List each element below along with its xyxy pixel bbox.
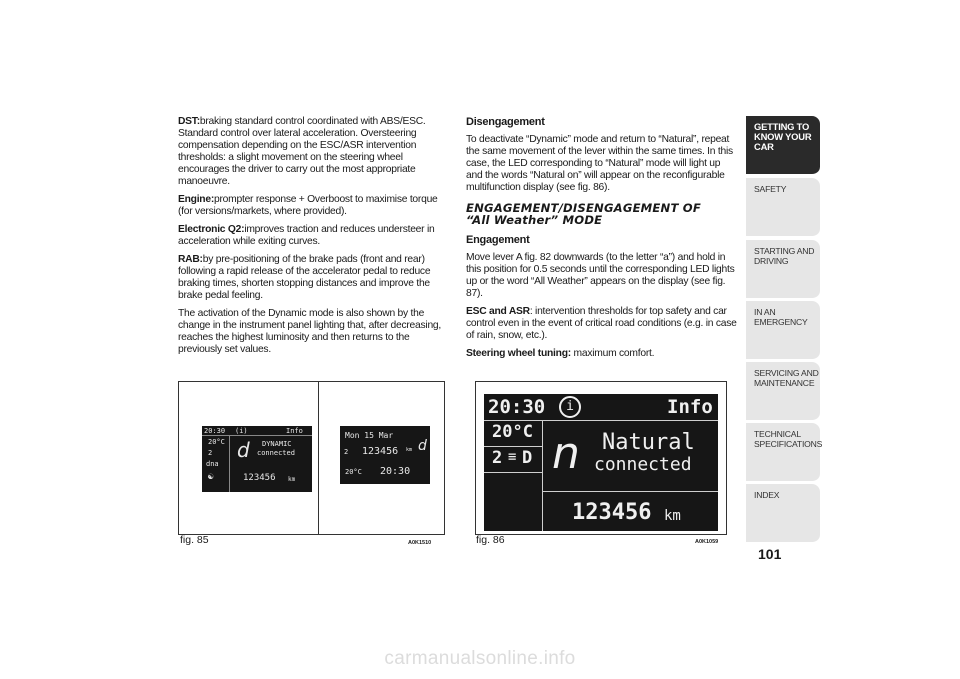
fig85-right-mode-letter: d <box>418 438 427 454</box>
info-icon: i <box>559 396 581 418</box>
fig85-date: Mon 15 Mar <box>345 431 394 440</box>
paragraph-engine: Engine:prompter response + Overboost to maximise torque (for versions/markets, where provided). <box>178 194 438 217</box>
high-beam-icon: ≡ <box>508 449 517 465</box>
fig85-odometer: 123456 <box>243 473 276 483</box>
engagement-text: Move lever A fig. 82 downwards (to the letter “a”) and hold in this position for 0.5 seconds until the corresponding LED lights up or the word “All Weather” appears on the display (see fig. 87). <box>466 252 735 299</box>
fig86-caption: fig. 86 <box>476 534 505 546</box>
fig86-mode-line1: Natural <box>602 430 695 455</box>
engagement-heading: Engagement <box>466 234 530 246</box>
fig86-unit: km <box>664 508 681 524</box>
fig85-right-time: 20:30 <box>380 466 411 477</box>
section-title: ENGAGEMENT/DISENGAGEMENT OF “All Weather” MODE <box>466 201 701 227</box>
watermark: carmanualsonline.info <box>384 648 576 669</box>
tab-index[interactable]: INDEX <box>746 484 820 543</box>
paragraph-electronic-q2: Electronic Q2:improves traction and reduces understeer in acceleration while exiting curves. <box>178 224 435 247</box>
disengagement-heading: Disengagement <box>466 116 545 128</box>
right-text-column <box>466 116 738 366</box>
fig85-right-odometer: 123456 <box>362 446 399 457</box>
tab-in-an-emergency[interactable]: IN AN EMERGENCY <box>746 301 820 360</box>
fig86-info: Info <box>667 396 713 418</box>
fig85-caption: fig. 85 <box>180 534 209 546</box>
fig85-info: Info <box>286 427 303 435</box>
fig85-right-display <box>340 426 430 484</box>
headlight-d-icon: D <box>522 448 533 468</box>
steering-tuning-paragraph: Steering wheel tuning: maximum comfort. <box>466 348 655 359</box>
fig85-mode-line1: DYNAMIC <box>262 440 292 448</box>
fig85-time: 20:30 <box>204 427 226 435</box>
fig86-temp: 20°C <box>492 422 533 442</box>
fig85-mode-line2: connected <box>257 449 295 457</box>
fig85-temp: 20°C <box>208 438 225 446</box>
info-icon: (i) <box>235 427 248 435</box>
tab-servicing-and-maintenance[interactable]: SERVICING AND MAINTENANCE <box>746 362 820 421</box>
paragraph-dynamic-activation: The activation of the Dynamic mode is also shown by the change in the instrument panel lighting that, after decreasing, reaches the highest luminosity and then returns to the previously set values. <box>178 308 442 355</box>
fig86-time: 20:30 <box>488 396 546 418</box>
fig86-mode-line2: connected <box>594 454 692 475</box>
fig85-right-gear: 2 <box>344 448 349 456</box>
fig86-odometer: 123456 <box>572 500 652 525</box>
fig86-code: A0K1059 <box>695 539 719 545</box>
fig85-left-display <box>202 426 312 492</box>
paragraph-dst: DST:braking standard control coordinated with ABS/ESC. Standard control over lateral acceleration. Oversteering compensation depending on the ESC/ASR intervention thresholds: a slight movement on the steering wheel encourages the driver to carry out the most appropriate manoeuvre. <box>178 116 426 187</box>
tab-getting-to-know-your-car[interactable]: GETTING TO KNOW YOUR CAR <box>746 116 820 175</box>
left-text-column <box>178 116 444 362</box>
weather-icon: ☯ <box>208 472 214 482</box>
disengagement-text: To deactivate “Dynamic” mode and return to “Natural”, repeat the same movement of the lever within the same times. In this case, the LED corresponding to “Natural” mode will light up and the words “Natural on” will appear on the reconfigurable multifunction display (see fig. 86). <box>466 134 733 193</box>
fig85-mode-letter: d <box>237 438 250 462</box>
fig85-code: A0K1510 <box>408 540 432 546</box>
fig85-divider <box>318 381 319 534</box>
fig85-gear: 2 <box>208 449 213 457</box>
tab-safety[interactable]: SAFETY <box>746 178 820 237</box>
page-number: 101 <box>758 546 782 562</box>
fig86-mode-letter: n <box>552 428 580 479</box>
paragraph-rab: RAB:by pre-positioning of the brake pads (front and rear) following a rapid release of the accelerator pedal to reduce braking times, shorten stopping distances and improve the brake pedal feeling. <box>178 254 431 301</box>
fig85-right-temp: 20°C <box>345 468 362 476</box>
tab-technical-specifications[interactable]: TECHNICAL SPECIFICATIONS <box>746 423 820 482</box>
tab-starting-and-driving[interactable]: STARTING AND DRIVING <box>746 240 820 299</box>
fig86-display <box>484 394 718 531</box>
fig85-dna-label: dna <box>206 460 219 468</box>
fig85-unit: km <box>288 476 296 483</box>
esc-asr-paragraph: ESC and ASR: intervention thresholds for top safety and car control even in the event of critical road conditions (e.g. in case of rain, snow, etc.). <box>466 306 737 341</box>
fig85-right-unit: km <box>406 447 413 453</box>
fig86-gear: 2 <box>492 448 503 468</box>
